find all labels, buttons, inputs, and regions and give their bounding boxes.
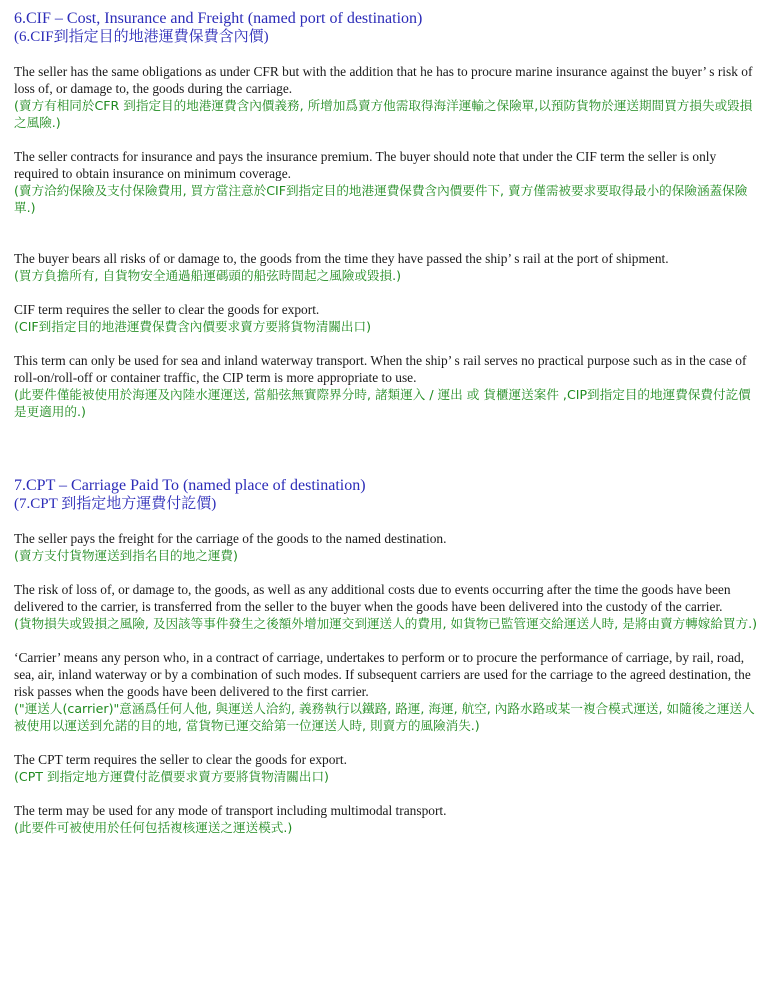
- paragraph-english: The risk of loss of, or damage to, the goods, as well as any additional costs due to events occurring after the time the goods have been delivered to the carrier, is transferred from the seller to the buyer when the goods have been delivered into the custody of the carrier.: [14, 582, 731, 614]
- paragraph-chinese: (賣方有相同於CFR 到指定目的地港運費含內價義務, 所增加爲賣方他需取得海洋運輸之保險單,以預防貨物於運送期間買方損失或毀損之風險.): [14, 98, 753, 130]
- cif-paragraph-2: [14, 148, 762, 216]
- cif-title: 6.CIF – Cost, Insurance and Freight (named port of destination): [14, 10, 423, 27]
- paragraph-english: ‘Carrier’ means any person who, in a contract of carriage, undertakes to perform or to procure the performance of carriage, by rail, road, sea, air, inland waterway or by a combination of such modes. If subsequent carriers are used for the carriage to the agreed destination, the risk passes when the goods have been delivered to the first carrier.: [14, 650, 751, 699]
- paragraph-chinese: (CPT 到指定地方運費付訖價要求賣方要將貨物清關出口): [14, 769, 329, 784]
- paragraph-chinese: (此要件可被使用於任何包括複核運送之運送模式.): [14, 820, 293, 835]
- cpt-paragraph-1: [14, 530, 762, 564]
- cif-paragraph-3: [14, 250, 762, 284]
- paragraph-chinese: (買方負擔所有, 自貨物安全通過船運碼頭的船弦時間起之風險或毀損.): [14, 268, 402, 283]
- cpt-paragraph-4: [14, 751, 762, 785]
- paragraph-english: This term can only be used for sea and inland waterway transport. When the ship’ s rail serves no practical purpose such as in the case of roll-on/roll-off or container traffic, the CIP term is more appropriate to use.: [14, 353, 747, 385]
- cpt-subtitle: (7.CPT 到指定地方運費付訖價): [14, 496, 217, 512]
- paragraph-english: The buyer bears all risks of or damage to, the goods from the time they have passed the ship’ s rail at the port of shipment.: [14, 251, 669, 266]
- cif-section: [14, 10, 762, 420]
- paragraph-chinese: (此要件僅能被使用於海運及內陸水運運送, 當船弦無實際界分時, 諸類運入 / 運出 或 貨櫃運送案件 ,CIP到指定目的地運費保費付訖價是更適用的.): [14, 387, 751, 419]
- paragraph-chinese: ("運送人(carrier)"意涵爲任何人他, 與運送人洽約, 義務執行以鐵路, 路運, 海運, 航空, 內路水路或某一複合模式運送, 如隨後之運送人被使用以運送到允諾的目的地, 當貨物已運交給第一位運送人時, 則賣方的風險消失.): [14, 701, 755, 733]
- paragraph-english: The term may be used for any mode of transport including multimodal transport.: [14, 803, 447, 818]
- paragraph-english: The seller pays the freight for the carriage of the goods to the named destination.: [14, 531, 447, 546]
- cpt-paragraph-3: [14, 649, 762, 734]
- cpt-paragraph-2: [14, 581, 762, 632]
- section-spacer: [14, 437, 762, 477]
- cpt-title: 7.CPT – Carriage Paid To (named place of destination): [14, 477, 366, 494]
- cpt-paragraph-5: [14, 802, 762, 836]
- paragraph-chinese: (貨物損失或毀損之風險, 及因該等事件發生之後額外增加運交到運送人的費用, 如貨物已監管運交給運送人時, 是將由賣方轉嫁給買方.): [14, 616, 758, 631]
- paragraph-chinese: (CIF到指定目的地港運費保費含內價要求賣方要將貨物清關出口): [14, 319, 372, 334]
- cif-paragraph-4: [14, 301, 762, 335]
- paragraph-chinese: (賣方洽約保險及支付保險費用, 買方當注意於CIF到指定目的地港運費保費含內價要件下, 賣方僅需被要求要取得最小的保險涵蓋保險單.): [14, 183, 748, 215]
- cpt-section: [14, 477, 762, 836]
- document-page: [14, 10, 762, 853]
- paragraph-english: The seller contracts for insurance and pays the insurance premium. The buyer should note that under the CIF term the seller is only required to obtain insurance on minimum coverage.: [14, 149, 717, 181]
- paragraph-english: The seller has the same obligations as under CFR but with the addition that he has to procure marine insurance against the buyer’ s risk of loss of, or damage to, the goods during the carriage.: [14, 64, 753, 96]
- cif-subtitle: (6.CIF到指定目的地港運費保費含內價): [14, 29, 269, 45]
- paragraph-english: The CPT term requires the seller to clear the goods for export.: [14, 752, 347, 767]
- paragraph-english: CIF term requires the seller to clear the goods for export.: [14, 302, 320, 317]
- paragraph-chinese: (賣方支付貨物運送到指名目的地之運費): [14, 548, 238, 563]
- cif-paragraph-1: [14, 63, 762, 131]
- cif-paragraph-5: [14, 352, 762, 420]
